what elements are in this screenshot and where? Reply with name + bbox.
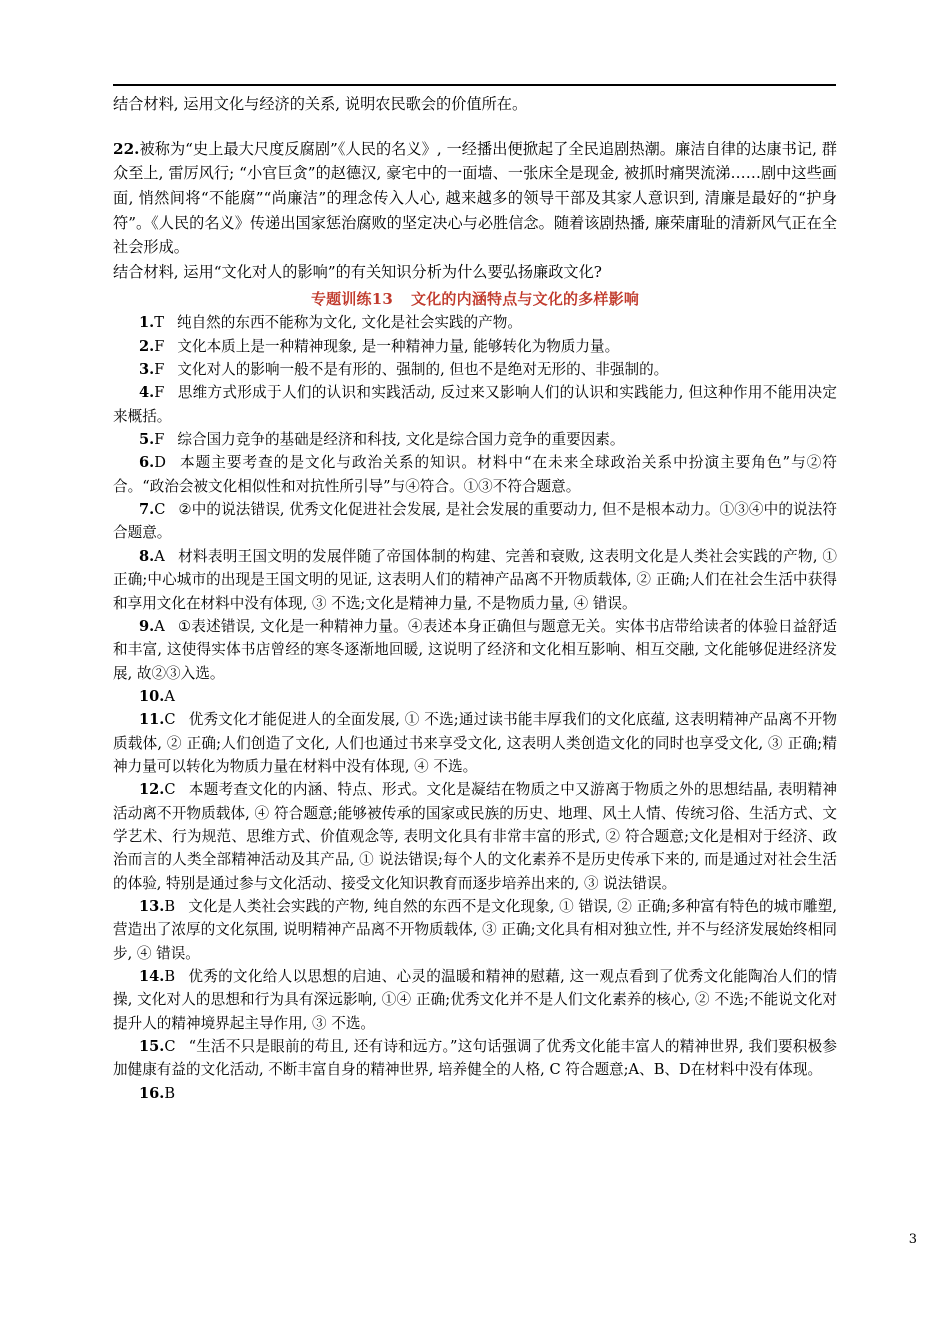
answer-key: C (164, 781, 176, 799)
answer-item (113, 895, 837, 965)
answer-explanation: “生活不只是眼前的苟且, 还有诗和远方。”这句话强调了优秀文化能丰富人的精神世界, 我们要积极参加健康有益的文化活动, 不断丰富自身的精神世界, 培养健全的人格, C 符合题意;A、B、D在材料中没有体现。 (113, 1038, 837, 1079)
answer-key: D (154, 454, 166, 472)
answer-explanation: 文化本质上是一种精神现象, 是一种精神力量, 能够转化为物质力量。 (177, 337, 620, 355)
answer-number: 3. (139, 361, 155, 379)
section-heading (113, 288, 837, 309)
answer-explanation: 本题主要考查的是文化与政治关系的知识。材料中“在未来全球政治关系中扮演主要角色”与②符合。“政治会被文化相似性和对抗性所引导”与④符合。①③不符合题意。 (113, 454, 837, 495)
answer-key: A (154, 617, 165, 635)
answer-key: T (154, 314, 164, 332)
section-heading-title: 专题训练 (310, 290, 372, 309)
answer-number: 10. (139, 687, 165, 705)
answer-number: 11. (139, 711, 165, 729)
answer-key: C (164, 1038, 176, 1056)
question-22-number: 22. (113, 139, 140, 158)
question-lead-text: 结合材料, 运用文化与经济的关系, 说明农民歌会的价值所在。 (113, 95, 528, 113)
answer-item (113, 428, 837, 451)
answer-item (113, 498, 837, 545)
answer-key: F (154, 431, 165, 449)
answer-explanation: 文化对人的影响一般不是有形的、强制的, 但也不是绝对无形的、非强制的。 (177, 361, 669, 379)
answer-item (113, 381, 837, 428)
answer-key: B (164, 1084, 176, 1102)
answer-explanation: 优秀的文化给人以思想的启迪、心灵的温暖和精神的慰藉, 这一观点看到了优秀文化能陶冶人们的情操, 文化对人的思想和行为具有深远影响, ①④ 正确;优秀文化并不是人们文化素养的核心, ② 不选;不能说文化对提升人的精神境界起主导作用, ③ 不选。 (113, 968, 837, 1032)
answer-key: F (154, 384, 165, 402)
answer-number: 7. (139, 501, 155, 519)
answer-key: B (164, 897, 176, 915)
answer-number: 8. (139, 547, 155, 565)
answer-explanation: 文化是人类社会实践的产物, 纯自然的东西不是文化现象, ① 错误, ② 正确;多种富有特色的城市雕塑, 营造出了浓厚的文化氛围, 说明精神产品离不开物质载体, ③ 正确;文化具有相对独立性, 并不与经济发展始终相同步, ④ 错误。 (113, 897, 837, 962)
answer-item (113, 1082, 837, 1105)
answer-list (113, 311, 837, 1105)
answer-explanation: 材料表明王国文明的发展伴随了帝国体制的构建、完善和衰败, 这表明文化是人类社会实践的产物, ① 正确;中心城市的出现是王国文明的见证, 这表明人们的精神产品离不开物质载体, ② 正确;人们在社会生活中获得和享用文化在材料中没有体现, ③ 不选;文化是精神力量, 不是物质力量, ④ 错误。 (113, 547, 837, 612)
answer-number: 15. (139, 1038, 165, 1056)
answer-key: F (154, 337, 165, 355)
answer-item (113, 451, 837, 498)
question-22-body: 被称为“史上最大尺度反腐剧”《人民的名义》, 一经播出便掀起了全民追剧热潮。廉洁自律的达康书记, 群众至上, 雷厉风行; “小官巨贪”的赵德汉, 豪宅中的一面墙、一张床全是现金, 被抓时痛哭流涕……剧中这些画面, 悄然间将“不能腐”“尚廉洁”的理念传入人心, 越来越多的领导干部及其家人意识到, 清廉是最好的“护身符”。《人民的名义》传递出国家惩治腐败的坚定决心与必胜信念。随着该剧热播, 廉荣庸耻的清新风气正在全社会形成。 (113, 139, 837, 257)
answer-explanation: ②中的说法错误, 优秀文化促进社会发展, 是社会发展的重要动力, 但不是根本动力。①③④中的说法符合题意。 (113, 501, 837, 542)
answer-explanation: 纯自然的东西不能称为文化, 文化是社会实践的产物。 (176, 314, 522, 332)
answer-explanation: 思维方式形成于人们的认识和实践活动, 反过来又影响人们的认识和实践能力, 但这种作用不能用决定来概括。 (113, 384, 837, 425)
answer-item (113, 778, 837, 895)
answer-item (113, 545, 837, 615)
answer-key: A (164, 687, 175, 705)
answer-key: F (154, 361, 165, 379)
answer-number: 1. (139, 314, 155, 332)
answer-number: 16. (139, 1084, 165, 1102)
answer-explanation: 本题考查文化的内涵、特点、形式。文化是凝结在物质之中又游离于物质之外的思想结晶, 表明精神活动离不开物质载体, ④ 符合题意;能够被传承的国家或民族的历史、地理、风土人情、传统习俗、生活方式、文学艺术、行为规范、思维方式、价值观念等, 表明文化具有非常丰富的形式, ② 符合题意;文化是相对于经济、政治而言的人类全部精神活动及其产品, ① 说法错误;每个人的文化素养不是历史传承下来的, 而是通过对社会生活的体验, 特别是通过参与文化活动、接受文化知识教育而逐步培养出来的, ③ 说法错误。 (113, 781, 837, 892)
answer-item (113, 708, 837, 778)
answer-item (113, 311, 837, 334)
answer-item (113, 335, 837, 358)
section-heading-number: 13 (371, 290, 394, 309)
answer-number: 2. (139, 337, 155, 355)
page-content (113, 92, 837, 1105)
section-heading-subtitle: 文化的内涵特点与文化的多样影响 (411, 290, 640, 309)
answer-number: 4. (139, 384, 155, 402)
question-22-prompt: 结合材料, 运用“文化对人的影响”的有关知识分析为什么要弘扬廉政文化? (113, 262, 602, 281)
answer-item (113, 965, 837, 1035)
answer-number: 12. (139, 781, 165, 799)
answer-explanation: 综合国力竞争的基础是经济和科技, 文化是综合国力竞争的重要因素。 (177, 431, 625, 449)
answer-item (113, 615, 837, 685)
answer-number: 9. (139, 617, 155, 635)
answer-item (113, 1035, 837, 1082)
header-rule (113, 84, 836, 86)
page-number: 3 (908, 1232, 917, 1247)
answer-number: 5. (139, 431, 155, 449)
answer-number: 14. (139, 968, 165, 985)
answer-number: 6. (139, 454, 155, 472)
answer-item (113, 358, 837, 381)
answer-key: C (154, 501, 166, 519)
answer-key: B (164, 968, 176, 985)
answer-explanation: 优秀文化才能促进人的全面发展, ① 不选;通过读书能丰厚我们的文化底蕴, 这表明精神产品离不开物质载体, ② 正确;人们创造了文化, 人们也通过书来享受文化, 这表明人类创造文化的同时也享受文化, ③ 正确;精神力量可以转化为物质力量在材料中没有体现, ④ 不选。 (113, 711, 837, 775)
answer-explanation: ①表述错误, 文化是一种精神力量。④表述本身正确但与题意无关。实体书店带给读者的体验日益舒适和丰富, 这使得实体书店曾经的寒冬逐渐地回暖, 这说明了经济和文化相互影响、相互交融, 文化能够促进经济发展, 故②③入选。 (113, 617, 837, 682)
answer-number: 13. (139, 897, 165, 915)
question-22-block (113, 137, 837, 260)
answer-key: A (154, 547, 165, 565)
answer-item (113, 685, 837, 708)
answer-key: C (164, 711, 176, 729)
